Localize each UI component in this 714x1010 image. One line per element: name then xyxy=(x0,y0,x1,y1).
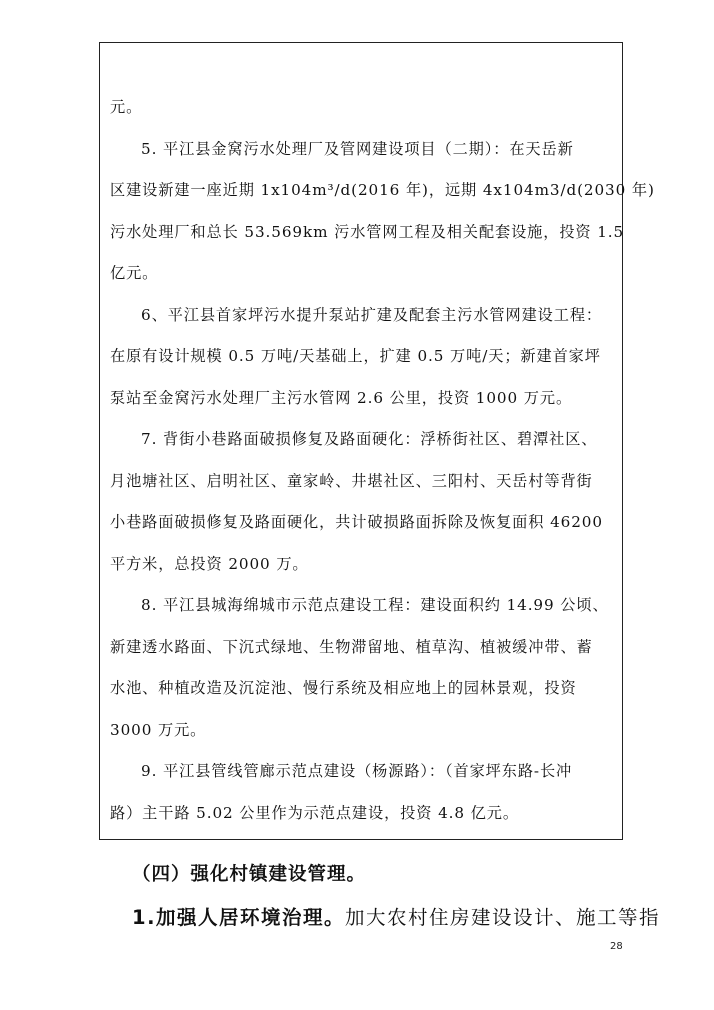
box-line-9: 7. 背街小巷路面破损修复及路面硬化：浮桥街社区、碧潭社区、 xyxy=(141,430,598,448)
box-line-5: 亿元。 xyxy=(110,264,159,282)
box-line-2: 5. 平江县金窝污水处理厂及管网建设项目（二期）：在天岳新 xyxy=(141,140,574,158)
box-line-4: 污水处理厂和总长 53.569km 污水管网工程及相关配套设施，投资 1.5 xyxy=(110,223,625,241)
box-line-17: 9. 平江县管线管廊示范点建设（杨源路）：（首家坪东路-长冲 xyxy=(141,762,573,780)
box-line-14: 新建透水路面、下沉式绿地、生物滞留地、植草沟、植被缓冲带、蓄 xyxy=(110,638,593,656)
box-line-10: 月池塘社区、启明社区、童家岭、井堪社区、三阳村、天岳村等背街 xyxy=(110,472,593,490)
subsection-bold-label: 1.加强人居环境治理。 xyxy=(132,906,345,929)
box-line-1: 元。 xyxy=(110,98,143,116)
box-line-12: 平方米，总投资 2000 万。 xyxy=(110,555,309,573)
box-line-15: 水池、种植改造及沉淀池、慢行系统及相应地上的园林景观，投资 xyxy=(110,679,577,697)
box-line-18: 路）主干路 5.02 公里作为示范点建设，投资 4.8 亿元。 xyxy=(110,804,519,822)
section-heading: （四）强化村镇建设管理。 xyxy=(132,864,367,885)
box-line-3 xyxy=(110,179,655,201)
subsection-line xyxy=(132,902,660,930)
box-line-3-text: 区建设新建一座近期 1x104m³/d(2016 年)，远期 4x104m3/d(2030 年) xyxy=(110,181,655,199)
box-line-11: 小巷路面破损修复及路面硬化，共计破损路面拆除及恢复面积 46200 xyxy=(110,513,603,531)
box-line-6: 6、平江县首家坪污水提升泵站扩建及配套主污水管网建设工程： xyxy=(141,306,603,324)
box-line-13: 8. 平江县城海绵城市示范点建设工程：建设面积约 14.99 公顷、 xyxy=(141,596,609,614)
box-line-16: 3000 万元。 xyxy=(110,721,207,739)
box-line-7: 在原有设计规模 0.5 万吨/天基础上，扩建 0.5 万吨/天；新建首家坪 xyxy=(110,347,601,365)
subsection-text: 加大农村住房建设设计、施工等指 xyxy=(344,906,660,929)
page-number: 28 xyxy=(610,941,623,952)
box-line-8: 泵站至金窝污水处理厂主污水管网 2.6 公里，投资 1000 万元。 xyxy=(110,389,573,407)
